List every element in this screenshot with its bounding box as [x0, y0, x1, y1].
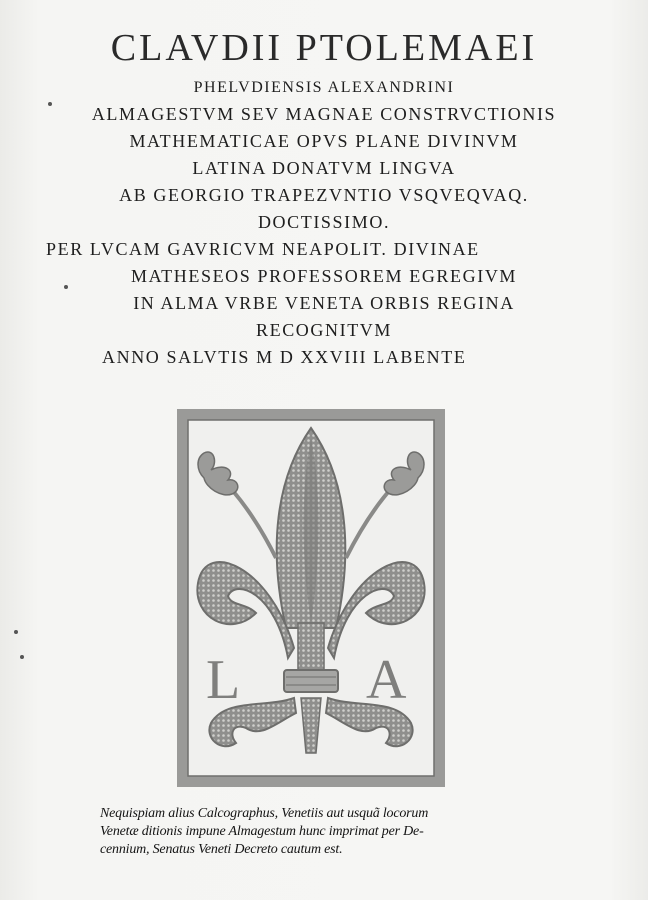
translation-note: LATINA DONATVM LINGVA: [192, 158, 456, 178]
work-title: ALMAGESTVM SEV MAGNAE CONSTRVCTIONIS: [91, 104, 557, 124]
ink-speck: [20, 655, 24, 659]
ink-speck: [14, 630, 18, 634]
recognitum-line: RECOGNITVM: [256, 320, 392, 340]
work-subtitle: MATHEMATICAE OPVS PLANE DIVINVM: [129, 131, 519, 151]
binding-band: [284, 670, 338, 692]
author-title: CLAVDII PTOLEMAEI: [110, 27, 538, 69]
ink-speck: [64, 285, 68, 289]
title-block: [0, 22, 648, 371]
date-line: ANNO SALVTIS M D XXVIII LABENTE: [102, 347, 467, 367]
translator-line: AB GEORGIO TRAPEZVNTIO VSQVEQVAQ.: [119, 185, 529, 205]
ink-speck: [48, 102, 52, 106]
translator-epithet: DOCTISSIMO.: [257, 212, 391, 232]
colophon: [100, 805, 540, 859]
editor-title: MATHESEOS PROFESSOREM EGREGIVM: [130, 266, 518, 286]
editor-line: PER LVCAM GAVRICVM NEAPOLIT. DIVINAE: [46, 239, 480, 259]
colophon-line: Nequispiam alius Calcographus, Venetiis aut usquã locorum: [100, 806, 429, 821]
printers-device: [176, 408, 446, 788]
device-letter-left: L: [206, 649, 241, 711]
colophon-line: cennium, Senatus Veneti Decreto cautum est.: [100, 842, 343, 857]
author-origin: PHELVDIENSIS ALEXANDRINI: [193, 79, 455, 96]
device-letter-right: A: [366, 649, 407, 711]
colophon-line: Venetæ ditionis impune Almagestum hunc imprimat per De-: [100, 824, 424, 839]
fleur-de-lis-icon: [176, 408, 446, 788]
place-line: IN ALMA VRBE VENETA ORBIS REGINA: [133, 293, 515, 313]
